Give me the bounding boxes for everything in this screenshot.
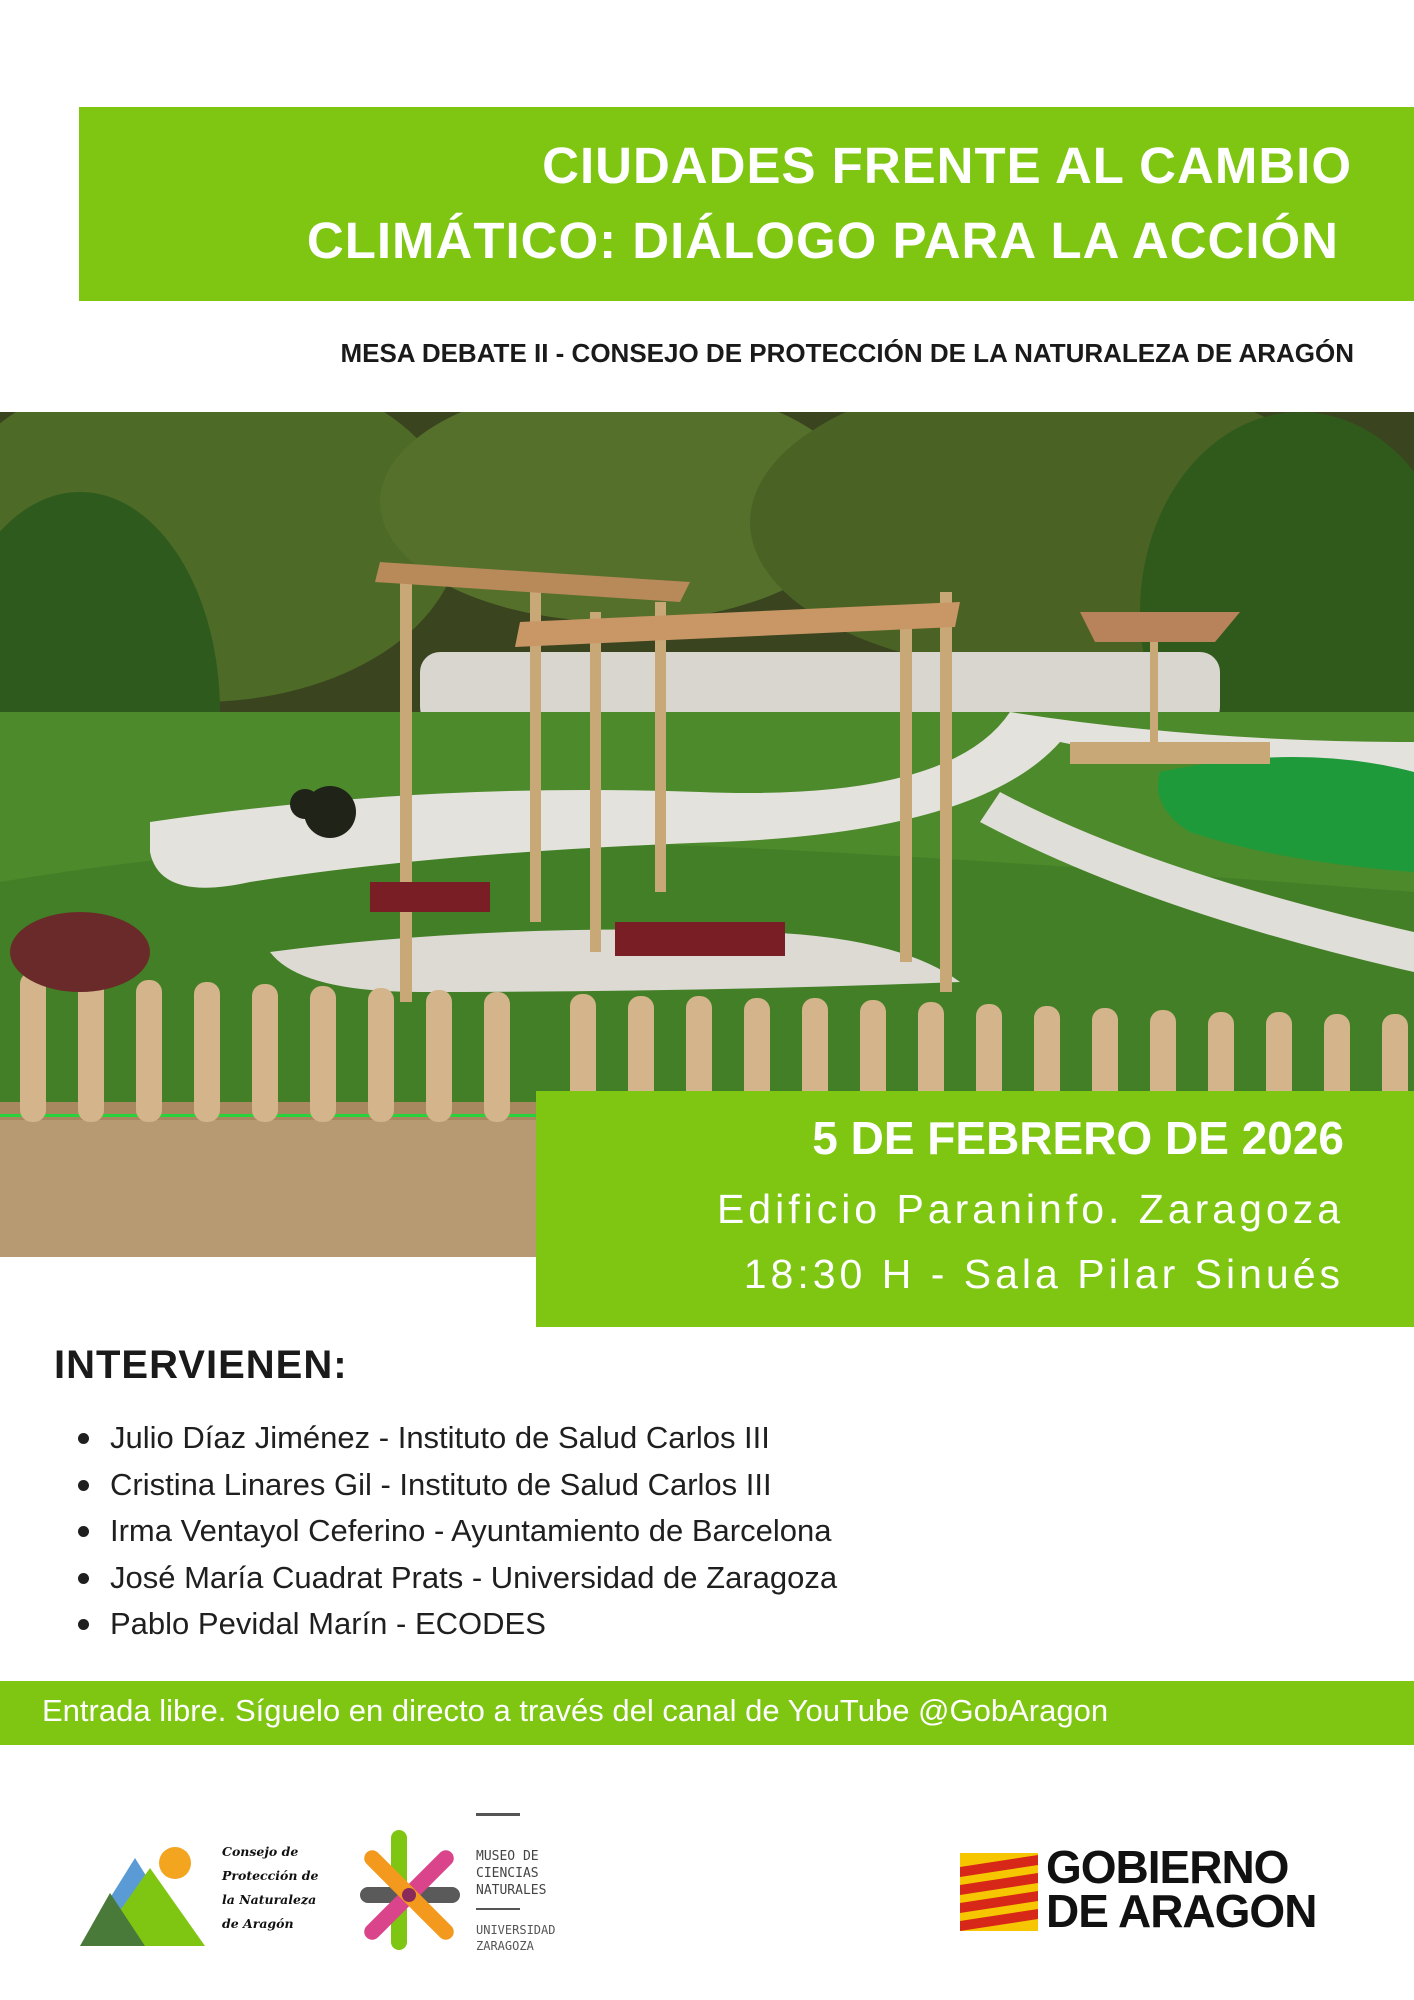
list-item — [78, 1601, 837, 1648]
gobierno-aragon-logo-text: GOBIERNO DE ARAGON — [1046, 1841, 1317, 1937]
speaker-name: José María Cuadrat Prats - Universidad de Zaragoza — [110, 1559, 838, 1595]
cpna-text-line: Protección de — [222, 1868, 319, 1883]
event-date: 5 DE FEBRERO DE 2026 — [812, 1112, 1344, 1164]
bullet-icon — [78, 1619, 89, 1630]
speaker-name: Pablo Pevidal Marín - ECODES — [110, 1606, 546, 1641]
speaker-name: Julio Díaz Jiménez - Instituto de Salud Carlos III — [110, 1420, 770, 1455]
speaker-name: Irma Ventayol Ceferino - Ayuntamiento de Barcelona — [110, 1513, 832, 1548]
museo-university: UNIVERSIDAD ZARAGOZA — [476, 1923, 556, 1953]
museo-top-bar — [476, 1813, 520, 1816]
cpna-mountain-logo-icon — [80, 1838, 205, 1948]
subtitle: MESA DEBATE II - CONSEJO DE PROTECCIÓN DE LA NATURALEZA DE ARAGÓN — [340, 338, 1354, 368]
bullet-icon — [78, 1433, 89, 1444]
speakers-list — [78, 1415, 837, 1648]
event-details-box — [536, 1091, 1414, 1327]
bullet-icon — [78, 1480, 89, 1491]
title-banner — [79, 107, 1414, 301]
aragon-flag-icon — [960, 1853, 1038, 1931]
museo-star-logo-icon — [355, 1825, 465, 1955]
speaker-name: Cristina Linares Gil - Instituto de Salud Carlos III — [110, 1466, 772, 1502]
event-time-room: 18:30 H - Sala Pilar Sinués — [743, 1251, 1344, 1297]
event-venue: Edificio Paraninfo. Zaragoza — [716, 1186, 1344, 1232]
info-text: Entrada libre. Síguelo en directo a través del canal de YouTube @GobAragon — [42, 1693, 1109, 1728]
cpna-text-line: la Naturaleza — [222, 1892, 317, 1907]
list-item — [78, 1462, 837, 1509]
list-item — [78, 1415, 837, 1462]
bullet-icon — [78, 1573, 89, 1584]
list-item — [78, 1555, 837, 1602]
info-strip — [0, 1681, 1414, 1745]
cpna-text-line: Consejo de — [222, 1844, 299, 1859]
title-line-2: CLIMÁTICO: DIÁLOGO PARA LA ACCIÓN — [306, 212, 1339, 269]
speakers-heading: INTERVIENEN: — [54, 1343, 348, 1387]
cpna-text-line: de Aragón — [222, 1916, 294, 1931]
bullet-icon — [78, 1526, 89, 1537]
cpna-logo-text — [222, 1840, 319, 1936]
museo-divider — [476, 1908, 520, 1910]
title-line-1: CIUDADES FRENTE AL CAMBIO — [542, 137, 1352, 194]
museo-title: MUSEO DE CIENCIAS NATURALES — [476, 1849, 547, 1898]
list-item — [78, 1508, 837, 1555]
